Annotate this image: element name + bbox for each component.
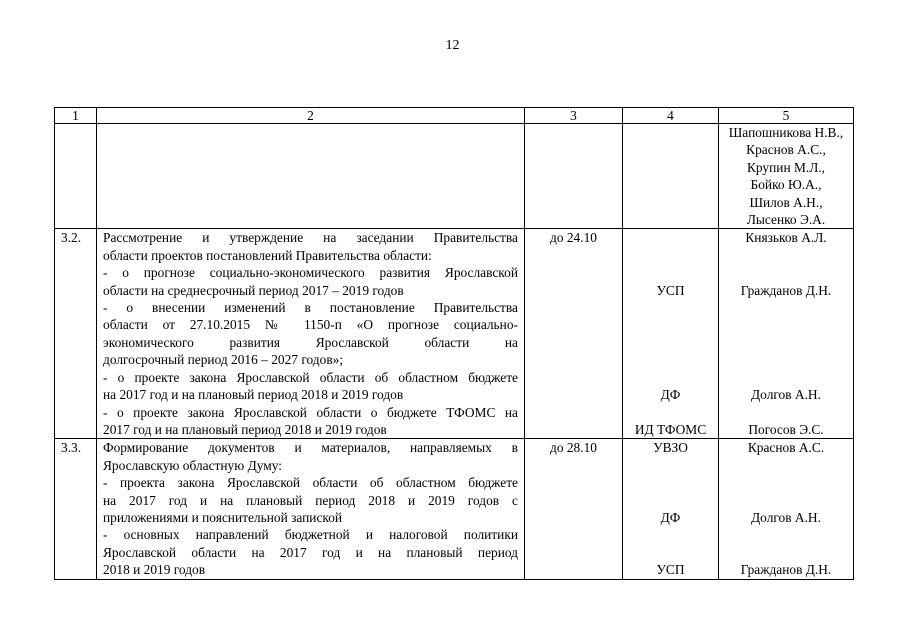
- desc-line: области от 27.10.2015 № 1150-п «О прогнозе социально-: [103, 317, 518, 333]
- org-label: УСП: [656, 562, 685, 578]
- page-number: 12: [445, 38, 460, 53]
- desc-line: 2017 год и на плановый период 2018 и 2019 годов: [103, 421, 387, 437]
- header-col-2: 2: [97, 108, 525, 124]
- desc-line: - проекта закона Ярославской области об областном бюджете: [103, 475, 518, 491]
- desc-line: области на среднесрочный период 2017 – 2019 годов: [103, 282, 404, 298]
- cell-date: до 24.10: [525, 229, 623, 439]
- desc-line: - основных направлений бюджетной и налоговой политики: [103, 527, 518, 543]
- table-row-3-3: [55, 439, 854, 579]
- header-col-1: 1: [55, 108, 97, 124]
- cell-desc: [97, 124, 525, 229]
- responsible-name: Шапошникова Н.В.,: [728, 125, 844, 140]
- cell-responsible: [719, 439, 854, 579]
- desc-line: экономического развития Ярославской области на: [103, 334, 518, 350]
- cell-org: [623, 439, 719, 579]
- org-label: ИД ТФОМС: [634, 421, 707, 437]
- desc-line: - о проекте закона Ярославской области о бюджете ТФОМС на: [103, 404, 518, 420]
- responsible-name: Гражданов Д.Н.: [740, 282, 832, 298]
- desc-line: приложениями и пояснительной запиской: [103, 509, 343, 525]
- desc-line: Рассмотрение и утверждение на заседании Правительства: [103, 230, 518, 246]
- cell-date: [525, 124, 623, 229]
- desc-line: долгосрочный период 2016 – 2027 годов»;: [103, 352, 344, 368]
- responsible-name: Лысенко Э.А.: [746, 212, 826, 228]
- cell-org: [623, 229, 719, 439]
- desc-line: Ярославскую областную Думу:: [103, 457, 282, 473]
- org-label: УВЗО: [653, 440, 688, 456]
- org-label: ДФ: [660, 509, 681, 525]
- cell-date: до 28.10: [525, 439, 623, 579]
- desc-line: Формирование документов и материалов, направляемых в: [103, 440, 518, 456]
- responsible-name: Краснов А.С.: [747, 440, 825, 456]
- org-label: УСП: [656, 282, 685, 298]
- responsible-name: Краснов А.С.,: [746, 142, 826, 158]
- responsible-name: Крупин М.Л.,: [746, 159, 826, 175]
- cell-org: [623, 124, 719, 229]
- cell-responsible: [719, 229, 854, 439]
- table-header-row: [55, 108, 854, 124]
- desc-line: - о проекте закона Ярославской области об областном бюджете: [103, 369, 518, 385]
- cell-num: [55, 124, 97, 229]
- responsible-name: Бойко Ю.А.,: [750, 177, 822, 193]
- cell-responsible: [719, 124, 854, 229]
- header-col-3: 3: [525, 108, 623, 124]
- header-col-5: 5: [719, 108, 854, 124]
- desc-line: области проектов постановлений Правительства области:: [103, 247, 432, 263]
- header-col-4: 4: [623, 108, 719, 124]
- desc-line: Ярославской области на 2017 год и на плановый период: [103, 544, 518, 560]
- cell-num: 3.3.: [55, 439, 97, 579]
- table-row-continuation: [55, 124, 854, 229]
- responsible-name: Долгов А.Н.: [751, 386, 821, 402]
- responsible-name: Погосов Э.С.: [748, 421, 824, 437]
- desc-line: - о прогнозе социально-экономического развития Ярославской: [103, 265, 518, 281]
- org-label: ДФ: [660, 386, 681, 402]
- desc-line: на 2017 год и на плановый период 2018 и 2019 годов с: [103, 492, 518, 508]
- table-row-3-2: [55, 229, 854, 439]
- desc-line: на 2017 год и на плановый период 2018 и 2019 годов: [103, 387, 404, 403]
- responsible-name: Долгов А.Н.: [751, 509, 821, 525]
- desc-line: - о внесении изменений в постановление Правительства: [103, 300, 518, 316]
- cell-desc: [97, 439, 525, 579]
- responsible-name: Шилов А.Н.,: [749, 194, 823, 210]
- cell-num: 3.2.: [55, 229, 97, 439]
- responsible-name: Князьков А.Л.: [745, 230, 827, 246]
- plan-table: [54, 107, 854, 580]
- cell-desc: [97, 229, 525, 439]
- responsible-name: Гражданов Д.Н.: [740, 562, 832, 578]
- desc-line: 2018 и 2019 годов: [103, 562, 206, 578]
